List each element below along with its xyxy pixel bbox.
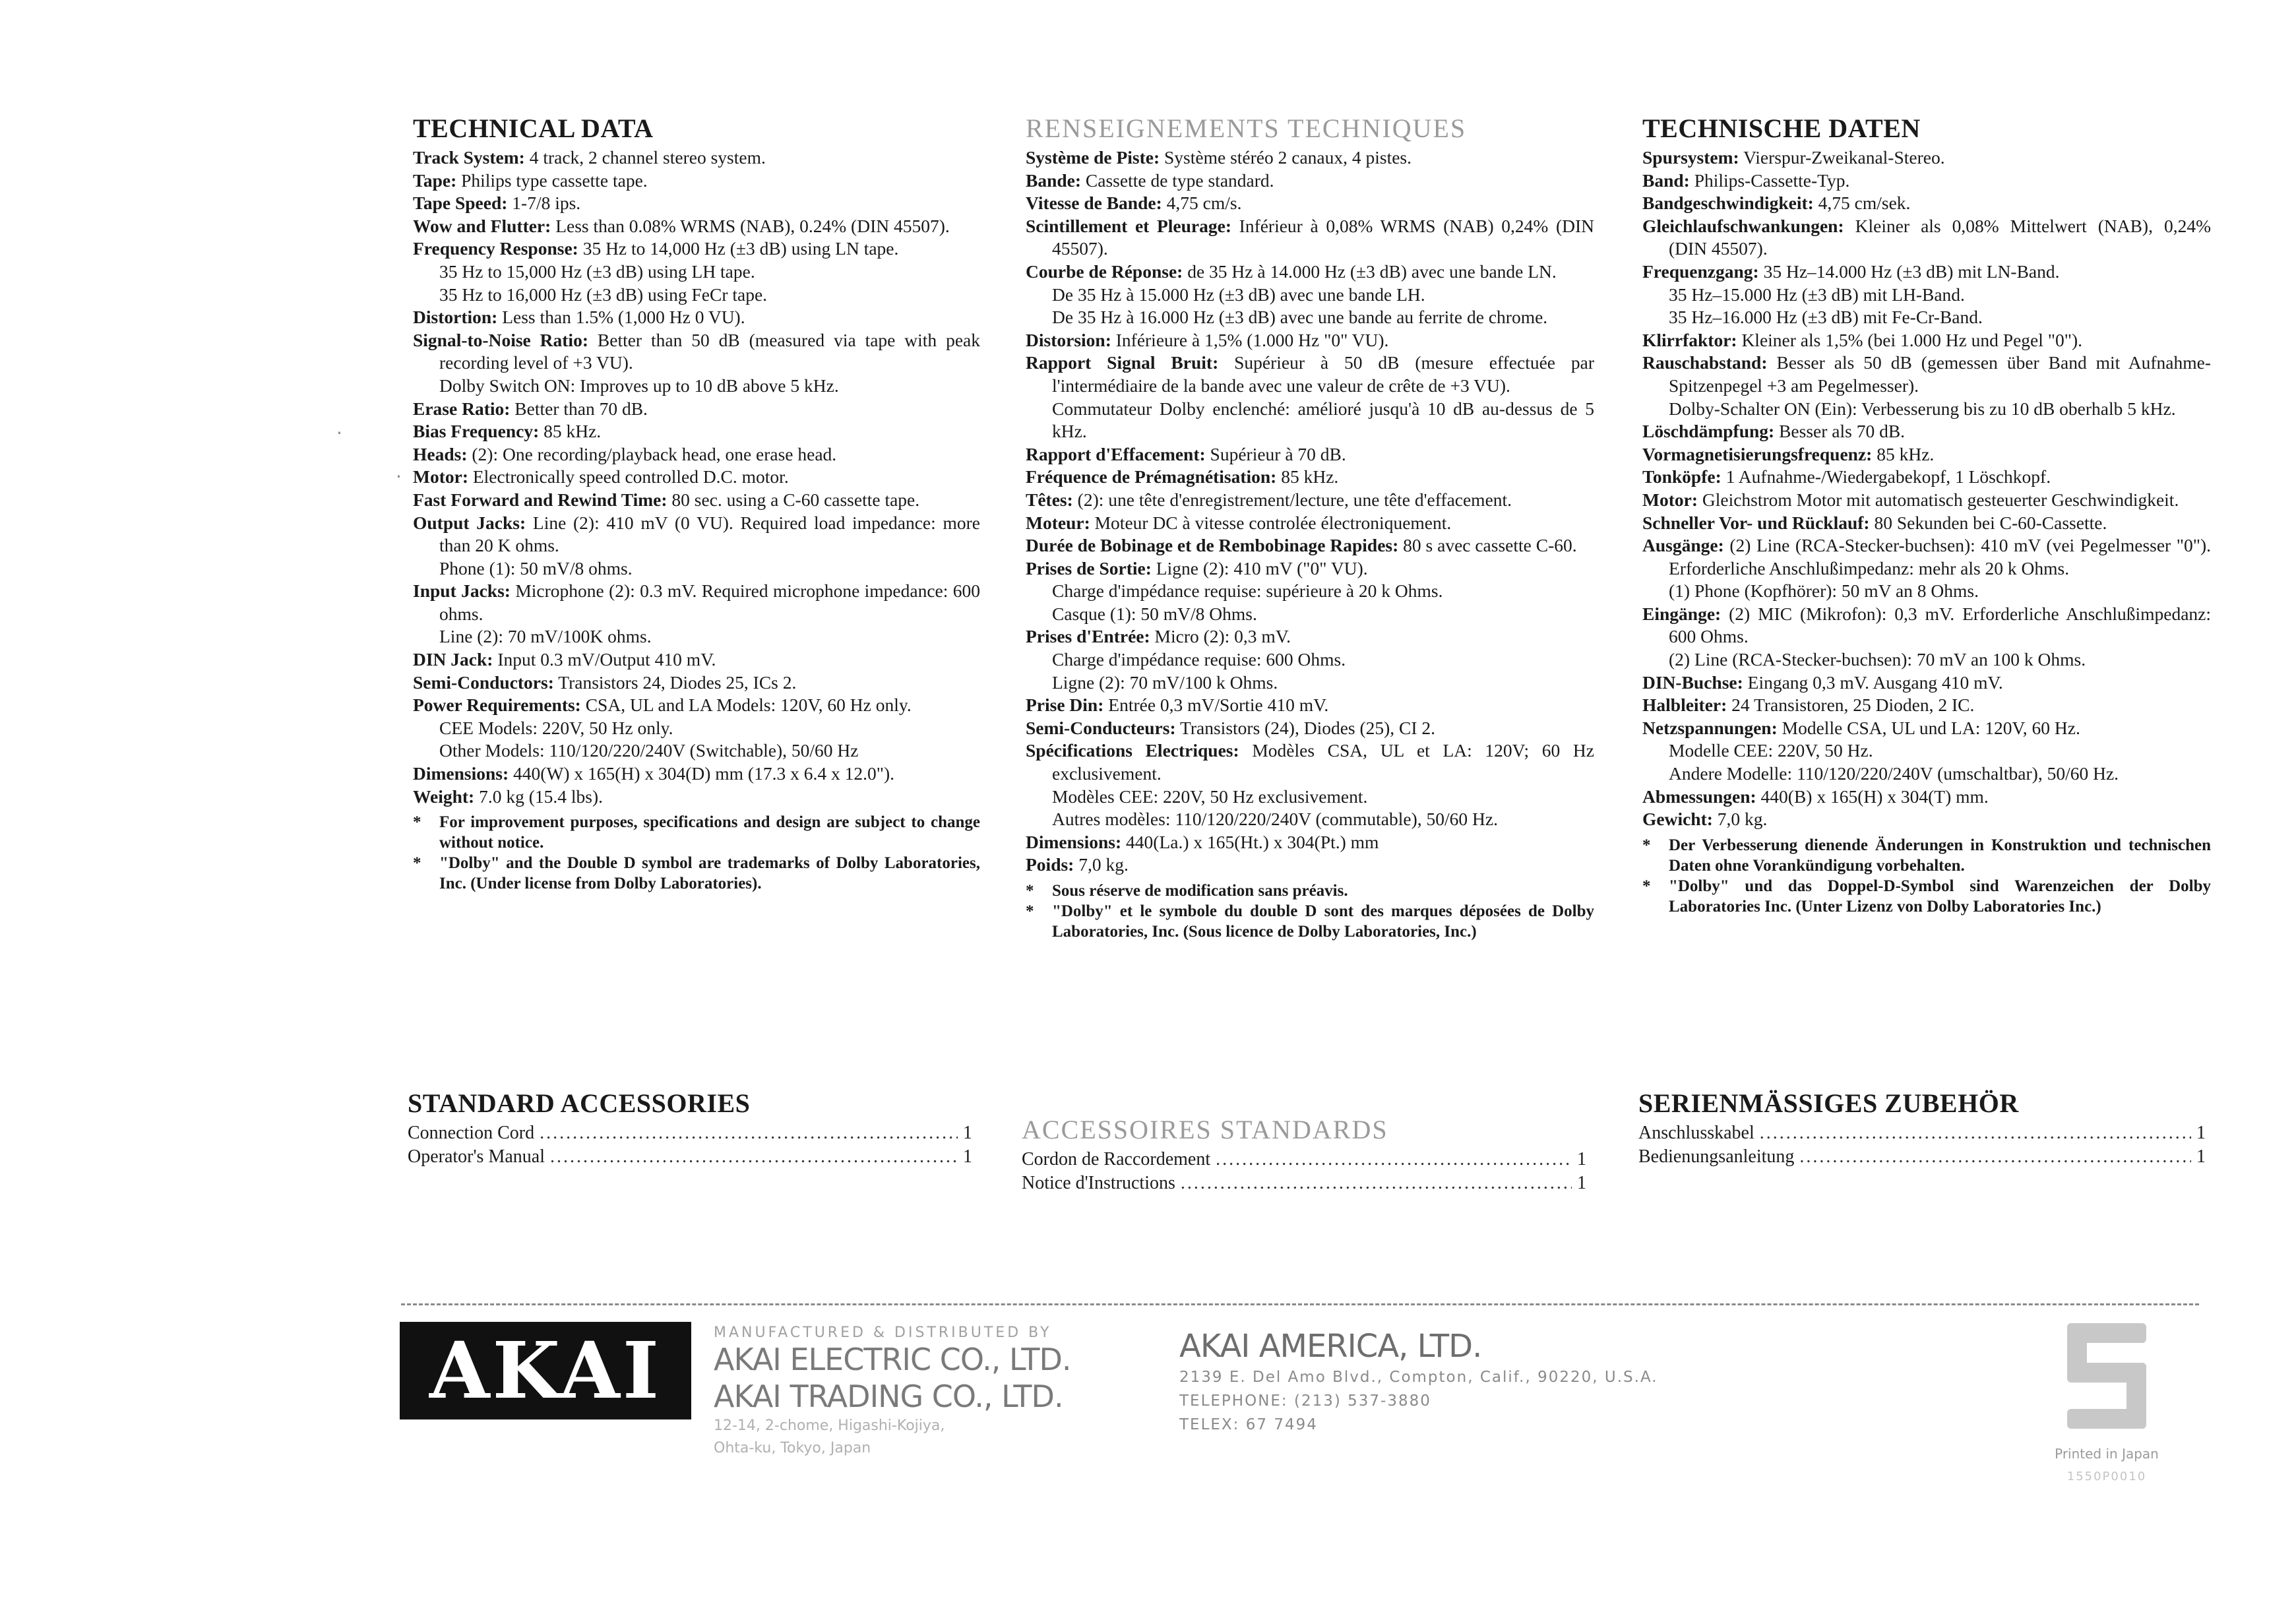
accessory-qty: 1 [1577,1149,1586,1169]
spec-label: Fréquence de Prémagnétisation: [1026,466,1277,487]
spec-item [1026,443,1594,466]
spec-item [1642,352,2211,397]
spec-value: Système stéréo 2 canaux, 4 pistes. [1164,147,1412,168]
footnote-text: "Dolby" et le symbole du double D sont des marques déposées de Dolby Laboratories, Inc. (Sous licence de Dolby Laboratories, Inc.) [1052,902,1594,941]
spec-value: 35 Hz to 14,000 Hz (±3 dB) using LN tape. [582,238,899,259]
spec-value: Ligne (2): 410 mV ("0" VU). [1156,557,1368,578]
section-title: TECHNICAL DATA [413,113,654,143]
spec-subline: 35 Hz to 16,000 Hz (±3 dB) using FeCr tape. [439,284,768,305]
japan-address-line: Ohta-ku, Tokyo, Japan [714,1440,871,1456]
made-in-label: Printed in Japan [2055,1446,2159,1462]
spec-subline: CEE Models: 220V, 50 Hz only. [439,717,673,738]
spec-item [413,237,980,261]
spec-value: Less than 1.5% (1,000 Hz 0 VU). [502,307,745,328]
spec-value: Transistors 24, Diodes 25, ICs 2. [558,671,797,693]
spec-value: Besser als 50 dB (gemessen über Band mit Aufnahme-Spitzenpegel +3 am Pegelmesser). [1669,352,2211,396]
spec-value: 1 Aufnahme-/Wiedergabekopf, 1 Löschkopf. [1725,466,2051,487]
spec-value: 80 s avec cassette C-60. [1403,535,1577,556]
accessory-qty: 1 [2196,1146,2206,1167]
spec-value: Less than 0.08% WRMS (NAB), 0.24% (DIN 45507). [555,215,950,236]
spec-value: Entrée 0,3 mV/Sortie 410 mV. [1108,695,1329,716]
footnote-text: For improvement purposes, specifications and design are subject to change without notice. [439,813,980,852]
accessory-row [1638,1121,2206,1145]
asterisk-icon: * [413,813,421,832]
spec-value: Cassette de type standard. [1085,170,1274,191]
spec-subline: (2) Line (RCA-Stecker-buchsen): 70 mV an 100 k Ohms. [1669,649,2086,670]
accessory-row [1022,1171,1586,1195]
spec-item [413,671,980,695]
spec-label: Durée de Bobinage et de Rembobinage Rapides: [1026,535,1399,556]
spec-value: 80 sec. using a C-60 cassette tape. [671,489,920,510]
leader-dots [1799,1145,2191,1169]
footnote [1026,901,1594,942]
spec-item [413,489,980,512]
spec-item [1642,146,2211,170]
america-telex: TELEX: 67 7494 [1179,1416,1318,1433]
spec-label: Motor: [1642,489,1698,510]
spec-label: Système de Piste: [1026,147,1160,168]
spec-value: Philips type cassette tape. [461,170,648,191]
spec-label: Dimensions: [413,763,509,784]
spec-value: Line (2): 410 mV (0 VU). Required load impedance: more than 20 K ohms. [439,512,980,556]
spec-value: (2) Line (RCA-Stecker-buchsen): 410 mV (vei Pegelmesser "0"). Erforderliche Anschlußimpedanz: mehr als 20 k Ohms. [1669,535,2212,578]
spec-item [1026,352,1594,397]
spec-item [413,763,980,786]
logo-text: AKAI [429,1324,662,1416]
spec-item [413,512,980,557]
spec-label: Spécifications Electriques: [1026,740,1239,761]
note-list [1026,881,1594,942]
spec-label: Courbe de Réponse: [1026,261,1183,282]
asterisk-icon: * [413,854,421,873]
spec-label: Halbleiter: [1642,695,1727,716]
accessory-name: Cordon de Raccordement [1022,1149,1211,1169]
footnote [1642,835,2211,876]
seal-s-icon [2041,1317,2173,1442]
spec-value: Better than 50 dB (measured via tape with peak recording level of +3 VU). [439,329,980,373]
spec-value: Input 0.3 mV/Output 410 mV. [497,649,716,670]
spec-item [1026,557,1594,580]
spec-item [413,580,980,625]
spec-subline: Andere Modelle: 110/120/220/240V (umschaltbar), 50/60 Hz. [1669,763,2119,784]
spec-item [1026,694,1594,717]
spec-value: Modelle CSA, UL und LA: 120V, 60 Hz. [1782,717,2080,738]
spec-item [413,192,980,215]
spec-label: Weight: [413,786,475,807]
spec-label: Vitesse de Bande: [1026,193,1162,214]
spec-label: Abmessungen: [1642,786,1756,807]
spec-value: Eingang 0,3 mV. Ausgang 410 mV. [1747,671,2003,693]
spec-value: (2) MIC (Mikrofon): 0,3 mV. Erforderliche Anschlußimpedanz: 600 Ohms. [1669,603,2212,647]
footnote-text: Der Verbesserung dienende Änderungen in Konstruktion und technischen Daten ohne Vorankündigung vorbehalten. [1669,836,2211,875]
spec-label: Scintillement et Pleurage: [1026,215,1231,236]
company-trading: AKAI TRADING CO., LTD. [714,1379,1063,1414]
spec-subline: Ligne (2): 70 mV/100 k Ohms. [1052,671,1278,693]
footnote-text: Sous réserve de modification sans préavis. [1052,882,1348,900]
footnote [1026,881,1594,901]
akai-logo [400,1322,691,1419]
spec-subline: Other Models: 110/120/220/240V (Switchable), 50/60 Hz [439,740,859,761]
spec-value: Inférieure à 1,5% (1.000 Hz "0" VU). [1115,329,1389,350]
america-phone: TELEPHONE: (213) 537-3880 [1179,1392,1431,1410]
spec-value: CSA, UL and LA Models: 120V, 60 Hz only. [585,695,912,716]
spec-subline: (1) Phone (Kopfhörer): 50 mV an 8 Ohms. [1669,580,1979,602]
spec-list [413,146,980,808]
spec-value: (2): One recording/playback head, one erase head. [472,443,837,464]
spec-label: Netzspannungen: [1642,717,1778,738]
spec-item [1642,489,2211,512]
spec-label: Ausgänge: [1642,535,1724,556]
spec-item [1642,603,2211,648]
spec-subline: Casque (1): 50 mV/8 Ohms. [1052,603,1257,624]
spec-item [1026,170,1594,193]
spec-value: de 35 Hz à 14.000 Hz (±3 dB) avec une bande LN. [1187,261,1557,282]
note-list [413,812,980,894]
japan-address-line: 12-14, 2-chome, Higashi-Kojiya, [714,1418,945,1434]
spec-item [1642,329,2211,352]
spec-value: Vierspur-Zweikanal-Stereo. [1743,147,1945,168]
spec-item [1026,466,1594,489]
section-title: TECHNISCHE DATEN [1642,113,1921,143]
leader-dots [1181,1171,1572,1195]
spec-item [1642,512,2211,535]
spec-item [413,466,980,489]
technical-data-german [1642,113,2211,917]
spec-item [1026,215,1594,261]
spec-label: DIN-Buchse: [1642,671,1743,693]
accessory-row [408,1121,972,1145]
spec-subline: Charge d'impédance requise: 600 Ohms. [1052,649,1346,670]
spec-value: 4 track, 2 channel stereo system. [529,147,766,168]
asterisk-icon: * [1642,836,1651,854]
spec-item [1642,443,2211,466]
spec-item [1026,739,1594,785]
spec-value: 85 kHz. [1281,466,1339,487]
spec-item [1642,170,2211,193]
spec-list [1642,146,2211,831]
spec-item [1642,466,2211,489]
spec-value: Moteur DC à vitesse controlée électroniquement. [1094,512,1452,533]
spec-item [1642,534,2211,580]
spec-label: Semi-Conductors: [413,671,554,693]
spec-subline: 35 Hz–16.000 Hz (±3 dB) mit Fe-Cr-Band. [1669,307,1983,328]
spec-item [1642,420,2211,443]
spec-subline: Line (2): 70 mV/100K ohms. [439,626,652,647]
spec-item [1026,625,1594,648]
spec-label: Frequency Response: [413,238,578,259]
spec-label: Fast Forward and Rewind Time: [413,489,667,510]
spec-subline: De 35 Hz à 15.000 Hz (±3 dB) avec une bande LH. [1052,284,1425,305]
spec-list [1026,146,1594,877]
accessory-name: Operator's Manual [408,1146,545,1167]
spec-label: Power Requirements: [413,695,581,716]
footnote-text: "Dolby" and the Double D symbol are trademarks of Dolby Laboratories, Inc. (Under license from Dolby Laboratories). [439,854,980,893]
spec-value: Micro (2): 0,3 mV. [1154,626,1291,647]
spec-value: Transistors (24), Diodes (25), CI 2. [1180,717,1436,738]
spec-item [1642,671,2211,695]
leader-dots [540,1121,958,1145]
spec-value: (2): une tête d'enregistrement/lecture, une tête d'effacement. [1077,489,1512,510]
spec-subline: Modèles CEE: 220V, 50 Hz exclusivement. [1052,786,1368,807]
spec-label: Moteur: [1026,512,1090,533]
spec-label: Schneller Vor- und Rücklauf: [1642,512,1870,533]
accessory-name: Bedienungsanleitung [1638,1146,1795,1167]
margin-mark: · [396,466,402,487]
spec-item [1026,146,1594,170]
accessories-title: STANDARD ACCESSORIES [408,1088,751,1118]
spec-label: Prises de Sortie: [1026,557,1152,578]
spec-label: Signal-to-Noise Ratio: [413,329,588,350]
spec-label: Löschdämpfung: [1642,421,1775,442]
margin-mark: · [336,422,342,444]
spec-value: 440(W) x 165(H) x 304(D) mm (17.3 x 6.4 x 12.0"). [513,763,894,784]
spec-value: 440(B) x 165(H) x 304(T) mm. [1760,786,1989,807]
spec-subline: De 35 Hz à 16.000 Hz (±3 dB) avec une bande au ferrite de chrome. [1052,307,1548,328]
accessories-list [1022,1148,1586,1195]
spec-value: Better than 70 dB. [514,398,648,419]
spec-item [1026,831,1594,854]
spec-value: 440(La.) x 165(Ht.) x 304(Pt.) mm [1126,831,1379,852]
asterisk-icon: * [1642,877,1651,895]
spec-item [1026,717,1594,740]
spec-subline: Charge d'impédance requise: supérieure à 20 k Ohms. [1052,580,1443,602]
spec-label: Poids: [1026,854,1074,875]
spec-item [1642,717,2211,740]
spec-label: Bandgeschwindigkeit: [1642,193,1814,214]
asterisk-icon: * [1026,882,1034,900]
spec-value: Kleiner als 1,5% (bei 1.000 Hz und Pegel "0"). [1741,329,2083,350]
leader-dots [1216,1148,1572,1171]
accessory-row [1638,1145,2206,1169]
spec-label: Erase Ratio: [413,398,511,419]
spec-label: Prise Din: [1026,695,1104,716]
spec-label: Rapport d'Effacement: [1026,443,1206,464]
spec-value: 7.0 kg (15.4 lbs). [479,786,603,807]
accessory-name: Notice d'Instructions [1022,1173,1175,1193]
spec-value: Microphone (2): 0.3 mV. Required microphone impedance: 600 ohms. [439,580,980,624]
spec-label: Wow and Flutter: [413,215,551,236]
spec-item [413,694,980,717]
spec-item [1642,261,2211,284]
spec-value: 4,75 cm/sek. [1818,193,1911,214]
spec-label: DIN Jack: [413,649,493,670]
company-electric: AKAI ELECTRIC CO., LTD. [714,1342,1071,1377]
print-code: 1550P0010 [2066,1470,2147,1483]
spec-item [413,398,980,421]
accessories-title: SERIENMÄSSIGES ZUBEHÖR [1638,1088,2019,1118]
accessory-qty: 1 [1577,1173,1586,1193]
accessories-title: ACCESSOIRES STANDARDS [1022,1115,1388,1144]
spec-item [1026,192,1594,215]
spec-value: 24 Transistoren, 25 Dioden, 2 IC. [1731,695,1975,716]
spec-subline: Modelle CEE: 220V, 50 Hz. [1669,740,1873,761]
spec-label: Heads: [413,443,468,464]
spec-label: Distortion: [413,307,498,328]
spec-value: Gleichstrom Motor mit automatisch gesteuerter Geschwindigkeit. [1702,489,2179,510]
footnote-text: "Dolby" und das Doppel-D-Symbol sind Warenzeichen der Dolby Laboratories Inc. (Unter Lizenz von Dolby Laboratories Inc.) [1669,877,2211,916]
accessories-list [1638,1121,2206,1169]
spec-item [413,443,980,466]
spec-label: Dimensions: [1026,831,1122,852]
asterisk-icon: * [1026,902,1034,920]
spec-label: Klirrfaktor: [1642,329,1737,350]
accessory-qty: 1 [963,1123,972,1143]
accessory-qty: 1 [2196,1123,2206,1143]
spec-item [1642,786,2211,809]
spec-label: Vormagnetisierungsfrequenz: [1642,443,1873,464]
spec-label: Têtes: [1026,489,1073,510]
spec-value: Supérieur à 70 dB. [1210,443,1346,464]
spec-value: 4,75 cm/s. [1166,193,1242,214]
spec-subline: Commutateur Dolby enclenché: amélioré jusqu'à 10 dB au-dessus de 5 kHz. [1052,398,1594,442]
spec-value: 85 kHz. [1877,443,1935,464]
accessory-name: Connection Cord [408,1123,535,1143]
spec-subline: Dolby Switch ON: Improves up to 10 dB above 5 kHz. [439,375,839,396]
america-company: AKAI AMERICA, LTD. [1179,1328,1482,1365]
spec-label: Input Jacks: [413,580,511,602]
spec-label: Distorsion: [1026,329,1111,350]
spec-label: Motor: [413,466,468,487]
spec-label: Output Jacks: [413,512,526,533]
america-address: 2139 E. Del Amo Blvd., Compton, Calif., 90220, U.S.A. [1179,1369,1658,1386]
accessory-qty: 1 [963,1146,972,1167]
accessories-list [408,1121,972,1169]
spec-item [413,170,980,193]
technical-data-french [1026,113,1594,942]
manufacturer-block [714,1324,1071,1460]
technical-data-english [413,113,980,894]
spec-value: 35 Hz–14.000 Hz (±3 dB) mit LN-Band. [1763,261,2060,282]
spec-item [1642,694,2211,717]
spec-label: Bande: [1026,170,1082,191]
spec-label: Eingänge: [1642,603,1722,624]
accessory-row [1022,1148,1586,1171]
footnote [413,853,980,894]
spec-label: Bias Frequency: [413,421,540,442]
spec-item [1026,534,1594,557]
spec-label: Spursystem: [1642,147,1739,168]
spec-label: Rapport Signal Bruit: [1026,352,1219,373]
note-list [1642,835,2211,917]
spec-value: 7,0 kg. [1717,809,1768,830]
spec-item [1026,489,1594,512]
spec-label: Band: [1642,170,1690,191]
footer-divider [401,1303,2199,1305]
spec-label: Prises d'Entrée: [1026,626,1150,647]
spec-value: Inférieur à 0,08% WRMS (NAB) 0,24% (DIN 45507). [1052,215,1595,259]
footnote [413,812,980,853]
spec-label: Tonköpfe: [1642,466,1722,487]
accessories-english [408,1088,972,1169]
seal-mark [2041,1317,2173,1483]
accessory-name: Anschlusskabel [1638,1123,1754,1143]
spec-value: Supérieur à 50 dB (mesure effectuée par l'intermédiaire de la bande avec une valeur de crête de +3 VU). [1052,352,1594,396]
footnote [1642,876,2211,917]
spec-item [1026,512,1594,535]
spec-label: Semi-Conducteurs: [1026,717,1176,738]
spec-label: Gewicht: [1642,809,1713,830]
spec-item [1642,215,2211,261]
spec-value: 1-7/8 ips. [512,193,581,214]
spec-subline: 35 Hz to 15,000 Hz (±3 dB) using LH tape. [439,261,755,282]
section-title: RENSEIGNEMENTS TECHNIQUES [1026,113,1467,143]
spec-label: Tape Speed: [413,193,508,214]
spec-item [1642,192,2211,215]
spec-item [413,146,980,170]
spec-value: Besser als 70 dB. [1779,421,1906,442]
spec-value: Philips-Cassette-Typ. [1694,170,1850,191]
spec-item [1026,261,1594,284]
spec-item [413,420,980,443]
spec-label: Frequenzgang: [1642,261,1759,282]
spec-label: Rauschabstand: [1642,352,1768,373]
spec-item [413,329,980,375]
spec-item [413,306,980,329]
spec-subline: Phone (1): 50 mV/8 ohms. [439,557,633,578]
spec-value: Electronically speed controlled D.C. motor. [472,466,789,487]
leader-dots [550,1145,958,1169]
spec-value: 85 kHz. [543,421,602,442]
spec-value: 7,0 kg. [1078,854,1129,875]
spec-item [1642,808,2211,831]
spec-label: Tape: [413,170,457,191]
spec-subline: 35 Hz–15.000 Hz (±3 dB) mit LH-Band. [1669,284,1965,305]
spec-label: Track System: [413,147,525,168]
spec-subline: Dolby-Schalter ON (Ein): Verbesserung bis zu 10 dB oberhalb 5 kHz. [1669,398,2176,419]
spec-value: Kleiner als 0,08% Mittelwert (NAB), 0,24% (DIN 45507). [1669,215,2211,259]
accessories-german [1638,1088,2206,1169]
akai-america-block [1179,1327,1658,1437]
spec-item [413,215,980,238]
spec-item [413,648,980,671]
spec-label: Gleichlaufschwankungen: [1642,215,1844,236]
manufacturer-caption: MANUFACTURED & DISTRIBUTED BY [714,1324,1052,1341]
spec-item [1026,329,1594,352]
spec-value: 80 Sekunden bei C-60-Cassette. [1874,512,2107,533]
accessories-french [1022,1115,1586,1195]
spec-item [413,786,980,809]
spec-subline: Autres modèles: 110/120/220/240V (commutable), 50/60 Hz. [1052,809,1498,830]
leader-dots [1760,1121,2191,1145]
accessory-row [408,1145,972,1169]
spec-item [1026,854,1594,877]
spec-value: Modèles CSA, UL et LA: 120V; 60 Hz exclusivement. [1052,740,1595,784]
